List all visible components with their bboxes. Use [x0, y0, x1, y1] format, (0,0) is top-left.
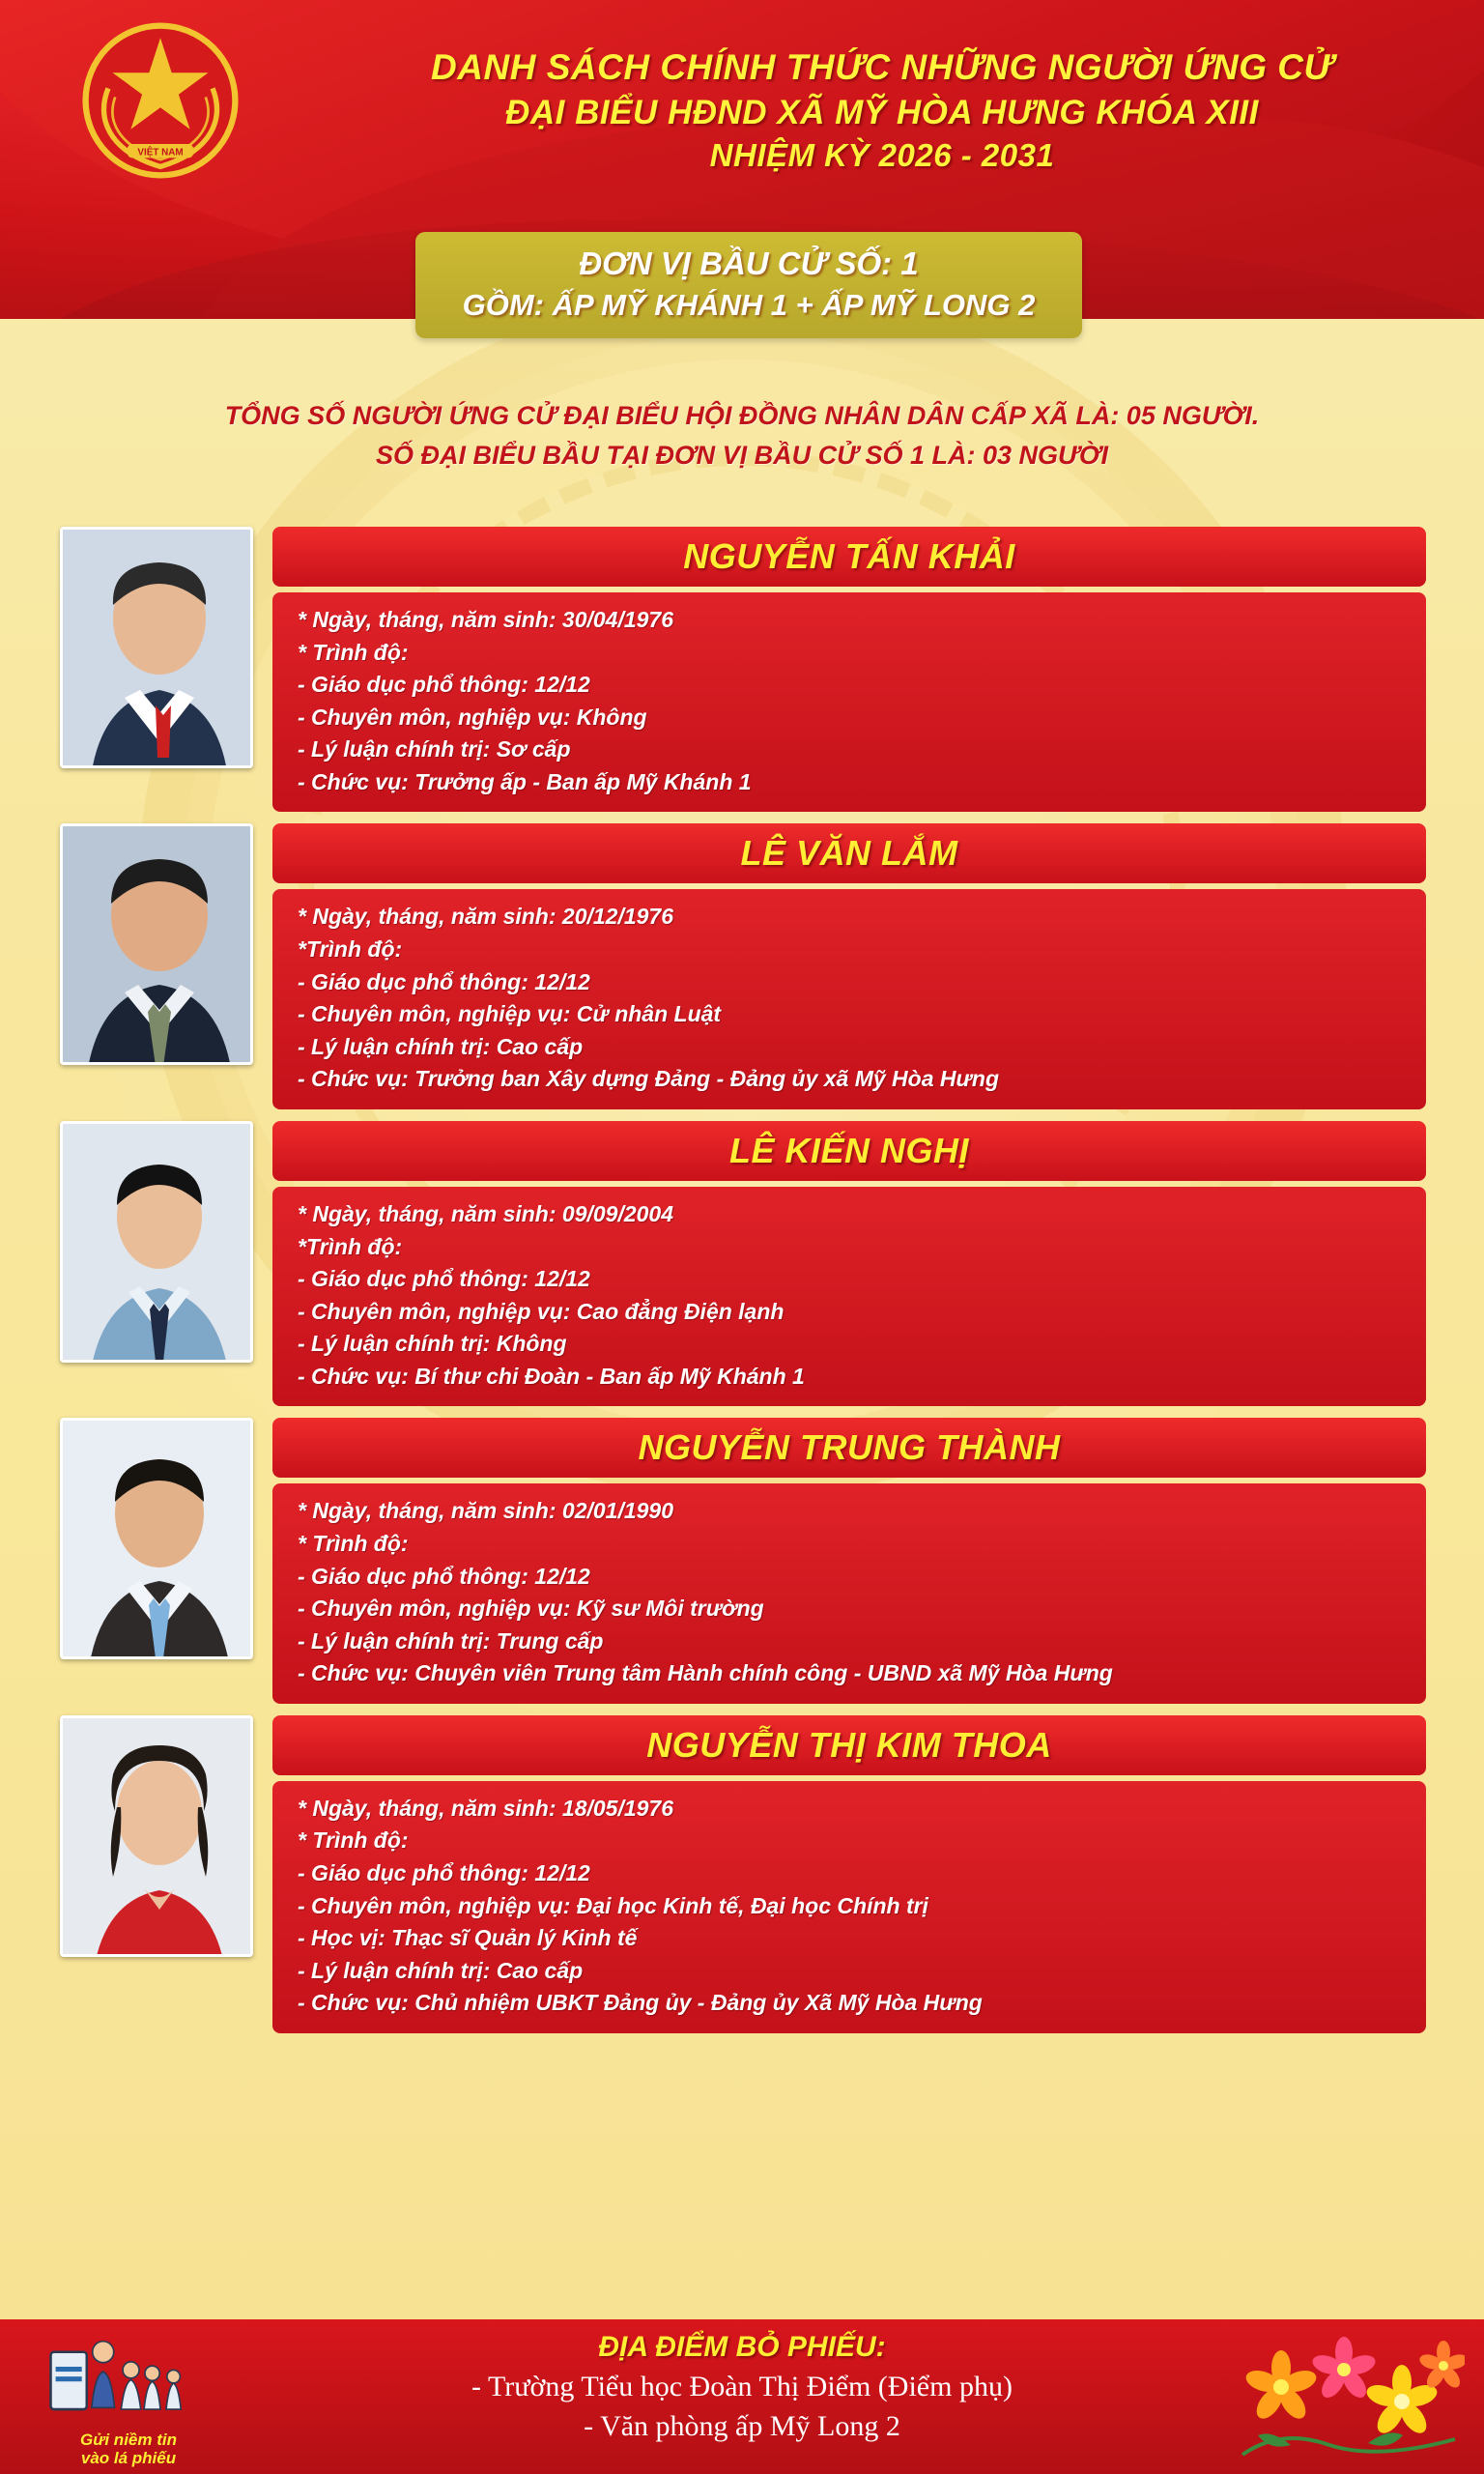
- election-unit-number: ĐƠN VỊ BẦU CỬ SỐ: 1: [579, 245, 919, 281]
- candidate-detail-line: - Chuyên môn, nghiệp vụ: Cao đẳng Điện lạnh: [298, 1298, 785, 1324]
- candidate-row: [0, 1121, 1484, 1406]
- candidate-detail-line: - Chức vụ: Bí thư chi Đoàn - Ban ấp Mỹ Khánh 1: [298, 1363, 805, 1389]
- candidate-info: [272, 527, 1426, 812]
- candidate-detail-line: - Lý luận chính trị: Không: [298, 1331, 567, 1357]
- candidate-detail-line: - Giáo dục phổ thông: 12/12: [298, 1563, 590, 1589]
- candidate-photo: [60, 527, 253, 768]
- header-line-2: ĐẠI BIỂU HĐND XÃ MỸ HÒA HƯNG KHÓA XIII: [505, 94, 1259, 132]
- candidate-name: LÊ VĂN LẮM: [740, 833, 958, 874]
- candidate-detail-line: - Chức vụ: Chủ nhiệm UBKT Đảng ủy - Đảng ủy Xã Mỹ Hòa Hưng: [298, 1990, 983, 2016]
- candidate-detail-box: [272, 1187, 1426, 1406]
- voter-badge-line-2: vào lá phiếu: [80, 2449, 177, 2468]
- candidate-detail-box: [272, 592, 1426, 812]
- election-unit-box: [415, 232, 1082, 338]
- candidate-detail-box: [272, 889, 1426, 1108]
- header-line-3: NHIỆM KỲ 2026 - 2031: [709, 136, 1055, 173]
- candidate-photo: [60, 823, 253, 1065]
- svg-text:VIỆT NAM: VIỆT NAM: [137, 147, 184, 158]
- national-emblem-icon: [73, 14, 247, 187]
- candidate-detail-line: - Học vị: Thạc sĩ Quản lý Kinh tế: [298, 1925, 638, 1951]
- candidate-detail-line: - Chuyên môn, nghiệp vụ: Kỹ sư Môi trường: [298, 1596, 764, 1622]
- candidate-detail-line: - Lý luận chính trị: Cao cấp: [298, 1957, 584, 1983]
- candidate-detail-line: * Ngày, tháng, năm sinh: 20/12/1976: [298, 904, 674, 930]
- polling-location-line-2: - Văn phòng ấp Mỹ Long 2: [584, 2409, 900, 2442]
- candidate-photo-wrapper: [60, 823, 253, 1065]
- polling-location-title: ĐỊA ĐIỂM BỎ PHIẾU:: [598, 2331, 886, 2363]
- candidate-detail-line: - Lý luận chính trị: Cao cấp: [298, 1033, 584, 1059]
- flower-decoration-icon: [1223, 2329, 1465, 2464]
- candidate-info: [272, 1121, 1426, 1406]
- candidate-name-bar: [272, 527, 1426, 587]
- candidate-info: [272, 1418, 1426, 1703]
- candidate-detail-line: - Chuyên môn, nghiệp vụ: Cử nhân Luật: [298, 1001, 722, 1027]
- total-seats-line: SỐ ĐẠI BIỂU BẦU TẠI ĐƠN VỊ BẦU CỬ SỐ 1 LÀ: 03 NGƯỜI: [376, 440, 1108, 470]
- header-line-1: DANH SÁCH CHÍNH THỨC NHỮNG NGƯỜI ỨNG CỬ: [431, 47, 1333, 87]
- candidate-detail-line: - Chức vụ: Chuyên viên Trung tâm Hành chính công - UBND xã Mỹ Hòa Hưng: [298, 1660, 1113, 1686]
- candidate-photo-wrapper: [60, 527, 253, 768]
- polling-location-line-1: - Trường Tiểu học Đoàn Thị Điểm (Điểm phụ): [471, 2371, 1013, 2402]
- candidate-detail-line: * Trình độ:: [298, 639, 409, 665]
- candidate-name: NGUYỄN THỊ KIM THOA: [646, 1724, 1052, 1765]
- candidate-photo-wrapper: [60, 1418, 253, 1659]
- candidate-detail-line: *Trình độ:: [298, 936, 403, 963]
- candidate-name-bar: [272, 1715, 1426, 1775]
- candidate-photo-wrapper: [60, 1121, 253, 1363]
- candidate-photo: [60, 1121, 253, 1363]
- candidate-detail-line: - Giáo dục phổ thông: 12/12: [298, 968, 590, 994]
- candidate-detail-line: * Trình độ:: [298, 1530, 409, 1556]
- candidate-detail-line: *Trình độ:: [298, 1233, 403, 1259]
- candidate-detail-line: - Chuyên môn, nghiệp vụ: Đại học Kinh tế, Đại học Chính trị: [298, 1892, 928, 1918]
- candidate-detail-line: - Lý luận chính trị: Trung cấp: [298, 1627, 604, 1654]
- candidate-detail-line: - Giáo dục phổ thông: 12/12: [298, 1860, 590, 1886]
- voter-badge-line-1: Gửi niềm tin: [80, 2430, 177, 2449]
- candidate-detail-line: - Chức vụ: Trưởng ấp - Ban ấp Mỹ Khánh 1: [298, 768, 752, 794]
- candidate-detail-line: - Giáo dục phổ thông: 12/12: [298, 672, 590, 698]
- candidate-row: [0, 823, 1484, 1108]
- candidate-row: [0, 527, 1484, 812]
- candidate-name-bar: [272, 823, 1426, 883]
- candidate-photo-wrapper: [60, 1715, 253, 1957]
- candidate-detail-box: [272, 1483, 1426, 1703]
- totals-block: [0, 396, 1484, 475]
- candidate-detail-line: - Lý luận chính trị: Sơ cấp: [298, 736, 571, 762]
- candidate-info: [272, 823, 1426, 1108]
- header-title-block: [319, 44, 1445, 176]
- candidate-list: [0, 527, 1484, 2045]
- candidate-detail-line: - Chuyên môn, nghiệp vụ: Không: [298, 704, 647, 730]
- candidate-detail-line: - Chức vụ: Trưởng ban Xây dựng Đảng - Đảng ủy xã Mỹ Hòa Hưng: [298, 1066, 1000, 1092]
- candidate-row: [0, 1715, 1484, 2033]
- candidate-name: NGUYỄN TRUNG THÀNH: [638, 1427, 1061, 1468]
- candidate-photo: [60, 1418, 253, 1659]
- candidate-detail-line: * Trình độ:: [298, 1827, 409, 1854]
- candidate-name: NGUYỄN TẤN KHẢI: [683, 536, 1015, 576]
- candidate-info: [272, 1715, 1426, 2033]
- candidate-name-bar: [272, 1121, 1426, 1181]
- candidate-detail-line: * Ngày, tháng, năm sinh: 09/09/2004: [298, 1200, 674, 1226]
- candidate-detail-line: * Ngày, tháng, năm sinh: 30/04/1976: [298, 607, 674, 632]
- footer-bar: [0, 2319, 1484, 2474]
- candidate-detail-line: * Ngày, tháng, năm sinh: 02/01/1990: [298, 1498, 674, 1524]
- candidate-detail-box: [272, 1781, 1426, 2033]
- candidate-detail-line: - Giáo dục phổ thông: 12/12: [298, 1266, 590, 1292]
- candidate-name-bar: [272, 1418, 1426, 1478]
- candidate-name: LÊ KIẾN NGHỊ: [728, 1130, 969, 1170]
- candidate-row: [0, 1418, 1484, 1703]
- candidate-detail-line: * Ngày, tháng, năm sinh: 18/05/1976: [298, 1795, 674, 1821]
- total-candidates-line: TỔNG SỐ NGƯỜI ỨNG CỬ ĐẠI BIỂU HỘI ĐỒNG NHÂN DÂN CẤP XÃ LÀ: 05 NGƯỜI.: [224, 401, 1260, 430]
- candidate-photo: [60, 1715, 253, 1957]
- election-unit-hamlets: GỒM: ẤP MỸ KHÁNH 1 + ẤP MỸ LONG 2: [462, 288, 1036, 322]
